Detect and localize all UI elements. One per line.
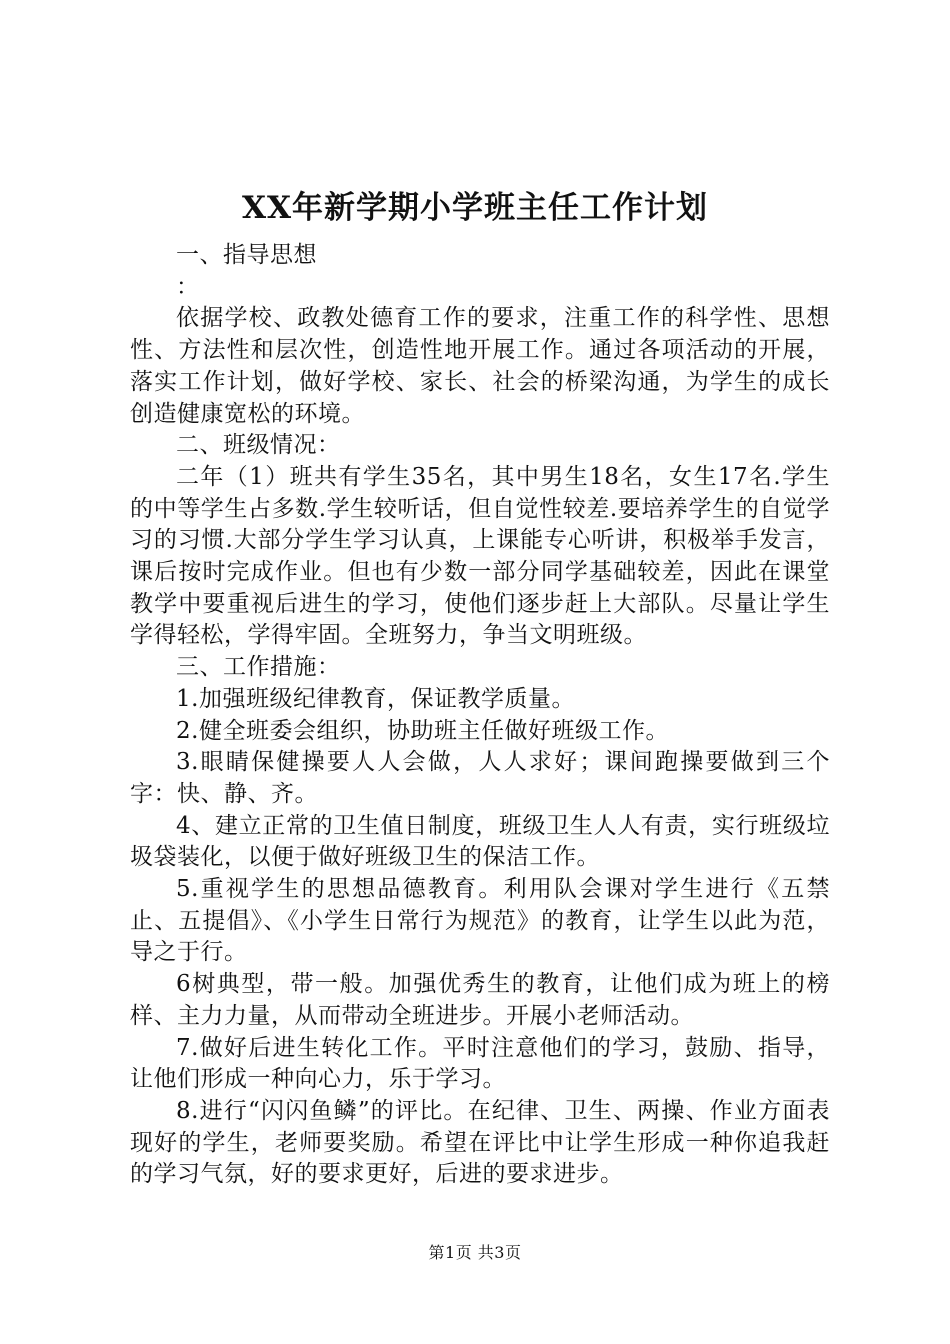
- measure-item-4: 4、建立正常的卫生值日制度，班级卫生人人有责，实行班级垃圾袋装化，以便于做好班级卫生的保洁工作。: [130, 812, 830, 871]
- measure-item-8: 8.进行“闪闪鱼鳞”的评比。在纪律、卫生、两操、作业方面表现好的学生，老师要奖励。希望在评比中让学生形成一种你追我赶的学习气氛，好的要求更好，后进的要求进步。: [130, 1097, 830, 1188]
- measure-item-6: 6树典型，带一般。加强优秀生的教育，让他们成为班上的榜样、主力力量，从而带动全班进步。开展小老师活动。: [130, 971, 830, 1029]
- measure-item-3: 3.眼睛保健操要人人会做，人人求好；课间跑操要做到三个字：快、静、齐。: [130, 749, 830, 807]
- paragraph-guiding-thought: 依据学校、政教处德育工作的要求，注重工作的科学性、思想性、方法性和层次性，创造性地开展工作。通过各项活动的开展，落实工作计划，做好学校、家长、社会的桥梁沟通，为学生的成长创造健康宽松的环境。: [130, 305, 830, 427]
- page-number-footer: 第1页 共3页: [428, 1243, 522, 1262]
- measure-item-2: 2.健全班委会组织，协助班主任做好班级工作。: [176, 717, 669, 744]
- section-heading-guiding-thought: 一、指导思想: [176, 242, 317, 268]
- section-heading-class-situation: 二、班级情况：: [176, 432, 341, 459]
- section-heading-colon: ：: [176, 273, 200, 300]
- measure-item-5: 5.重视学生的思想品德教育。利用队会课对学生进行《五禁止、五提倡》、《小学生日常行为规范》的教育，让学生以此为范，导之于行。: [130, 876, 830, 966]
- measure-item-1: 1.加强班级纪律教育，保证教学质量。: [176, 685, 575, 712]
- document-title: XX年新学期小学班主任工作计划: [241, 190, 709, 226]
- section-heading-work-measures: 三、工作措施：: [176, 654, 341, 681]
- paragraph-class-situation: 二年（1）班共有学生35名，其中男生18名，女生17名.学生的中等学生占多数.学生较听话，但自觉性较差.要培养学生的自觉学习的习惯.大部分学生学习认真，上课能专心听讲，积极举手发言，课后按时完成作业。但也有少数一部分同学基础较差，因此在课堂教学中要重视后进生的学习，使他们逐步赶上大部队。尽量让学生学得轻松，学得牢固。全班努力，争当文明班级。: [130, 463, 830, 649]
- document-body: [130, 240, 830, 1191]
- measure-item-7: 7.做好后进生转化工作。平时注意他们的学习，鼓励、指导，让他们形成一种向心力，乐于学习。: [130, 1034, 830, 1093]
